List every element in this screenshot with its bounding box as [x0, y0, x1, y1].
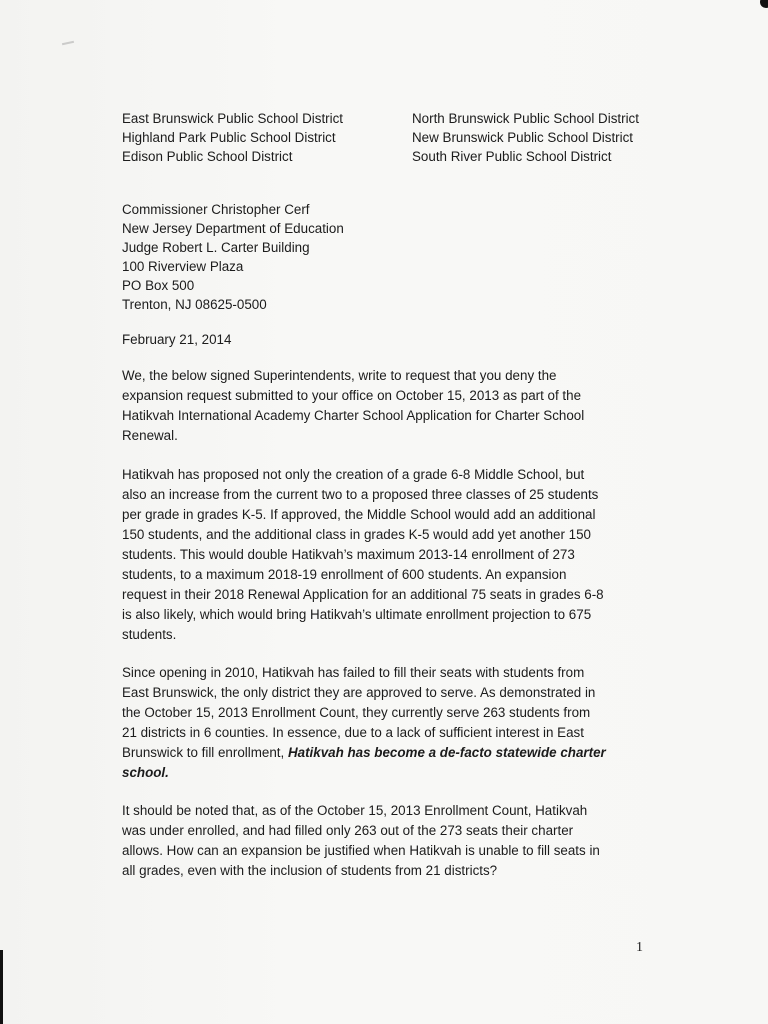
address-line: PO Box 500	[122, 278, 195, 293]
paragraph-line: 150 students, and the additional class in grades K-5 would add yet another 150	[122, 527, 591, 542]
paragraph-line	[122, 743, 652, 763]
page-number: 1	[636, 940, 643, 955]
paragraph-line: students, to a maximum 2018-19 enrollment of 600 students. An expansion	[122, 567, 567, 582]
paragraph-under-enrolled	[122, 801, 652, 881]
paragraph-line: East Brunswick, the only district they are approved to serve. As demonstrated in	[122, 685, 596, 700]
paragraph-proposal	[122, 465, 652, 645]
scan-edge	[0, 950, 3, 1024]
paragraph-line: Renewal.	[122, 428, 178, 443]
paragraph-line: students. This would double Hatikvah’s maximum 2013-14 enrollment of 273	[122, 547, 575, 562]
address-line: Commissioner Christopher Cerf	[122, 202, 310, 217]
paragraph-line: Hatikvah International Academy Charter School Application for Charter School	[122, 408, 585, 423]
districts-right-column	[412, 109, 639, 166]
line-text: .	[165, 765, 169, 780]
paragraph-request	[122, 366, 652, 446]
district-line: Highland Park Public School District	[122, 130, 336, 145]
district-line: North Brunswick Public School District	[412, 111, 639, 126]
emphasis-text: school	[122, 765, 166, 780]
districts-left-column	[122, 109, 343, 166]
paragraph-line: was under enrolled, and had filled only 263 out of the 273 seats their charter	[122, 823, 574, 838]
district-line: East Brunswick Public School District	[122, 111, 344, 126]
line-text: Brunswick to fill enrollment,	[122, 745, 288, 760]
paragraph-line: We, the below signed Superintendents, write to request that you deny the	[122, 368, 557, 383]
district-line: South River Public School District	[412, 149, 612, 164]
paragraph-line: allows. How can an expansion be justified when Hatikvah is unable to fill seats in	[122, 843, 600, 858]
letter-date: February 21, 2014	[122, 332, 232, 347]
paragraph-line: Since opening in 2010, Hatikvah has failed to fill their seats with students from	[122, 665, 585, 680]
district-line: Edison Public School District	[122, 149, 293, 164]
recipient-address	[122, 200, 344, 314]
address-line: 100 Riverview Plaza	[122, 259, 244, 274]
scan-artifact	[62, 41, 74, 45]
paragraph-enrollment-history	[122, 663, 652, 783]
paragraph-line: also an increase from the current two to a proposed three classes of 25 students	[122, 487, 599, 502]
paragraph-line: It should be noted that, as of the October 15, 2013 Enrollment Count, Hatikvah	[122, 803, 588, 818]
paragraph-line: all grades, even with the inclusion of students from 21 districts?	[122, 863, 498, 878]
paragraph-line	[122, 763, 652, 783]
paragraph-line: request in their 2018 Renewal Application for an additional 75 seats in grades 6-8	[122, 587, 604, 602]
paragraph-line: Hatikvah has proposed not only the creation of a grade 6-8 Middle School, but	[122, 467, 585, 482]
paragraph-line: is also likely, which would bring Hatikvah’s ultimate enrollment projection to 675	[122, 607, 592, 622]
paragraph-line: per grade in grades K-5. If approved, the Middle School would add an additional	[122, 507, 596, 522]
paragraph-line: the October 15, 2013 Enrollment Count, they currently serve 263 students from	[122, 705, 591, 720]
paragraph-line: expansion request submitted to your office on October 15, 2013 as part of the	[122, 388, 582, 403]
emphasis-text: Hatikvah has become a de-facto statewide charter	[287, 745, 606, 760]
address-line: Judge Robert L. Carter Building	[122, 240, 310, 255]
paragraph-line: 21 districts in 6 counties. In essence, due to a lack of sufficient interest in East	[122, 725, 584, 740]
district-line: New Brunswick Public School District	[412, 130, 634, 145]
scan-corner-mark	[760, 0, 768, 8]
paragraph-line: students.	[122, 627, 177, 642]
address-line: New Jersey Department of Education	[122, 221, 344, 236]
address-line: Trenton, NJ 08625-0500	[122, 297, 267, 312]
